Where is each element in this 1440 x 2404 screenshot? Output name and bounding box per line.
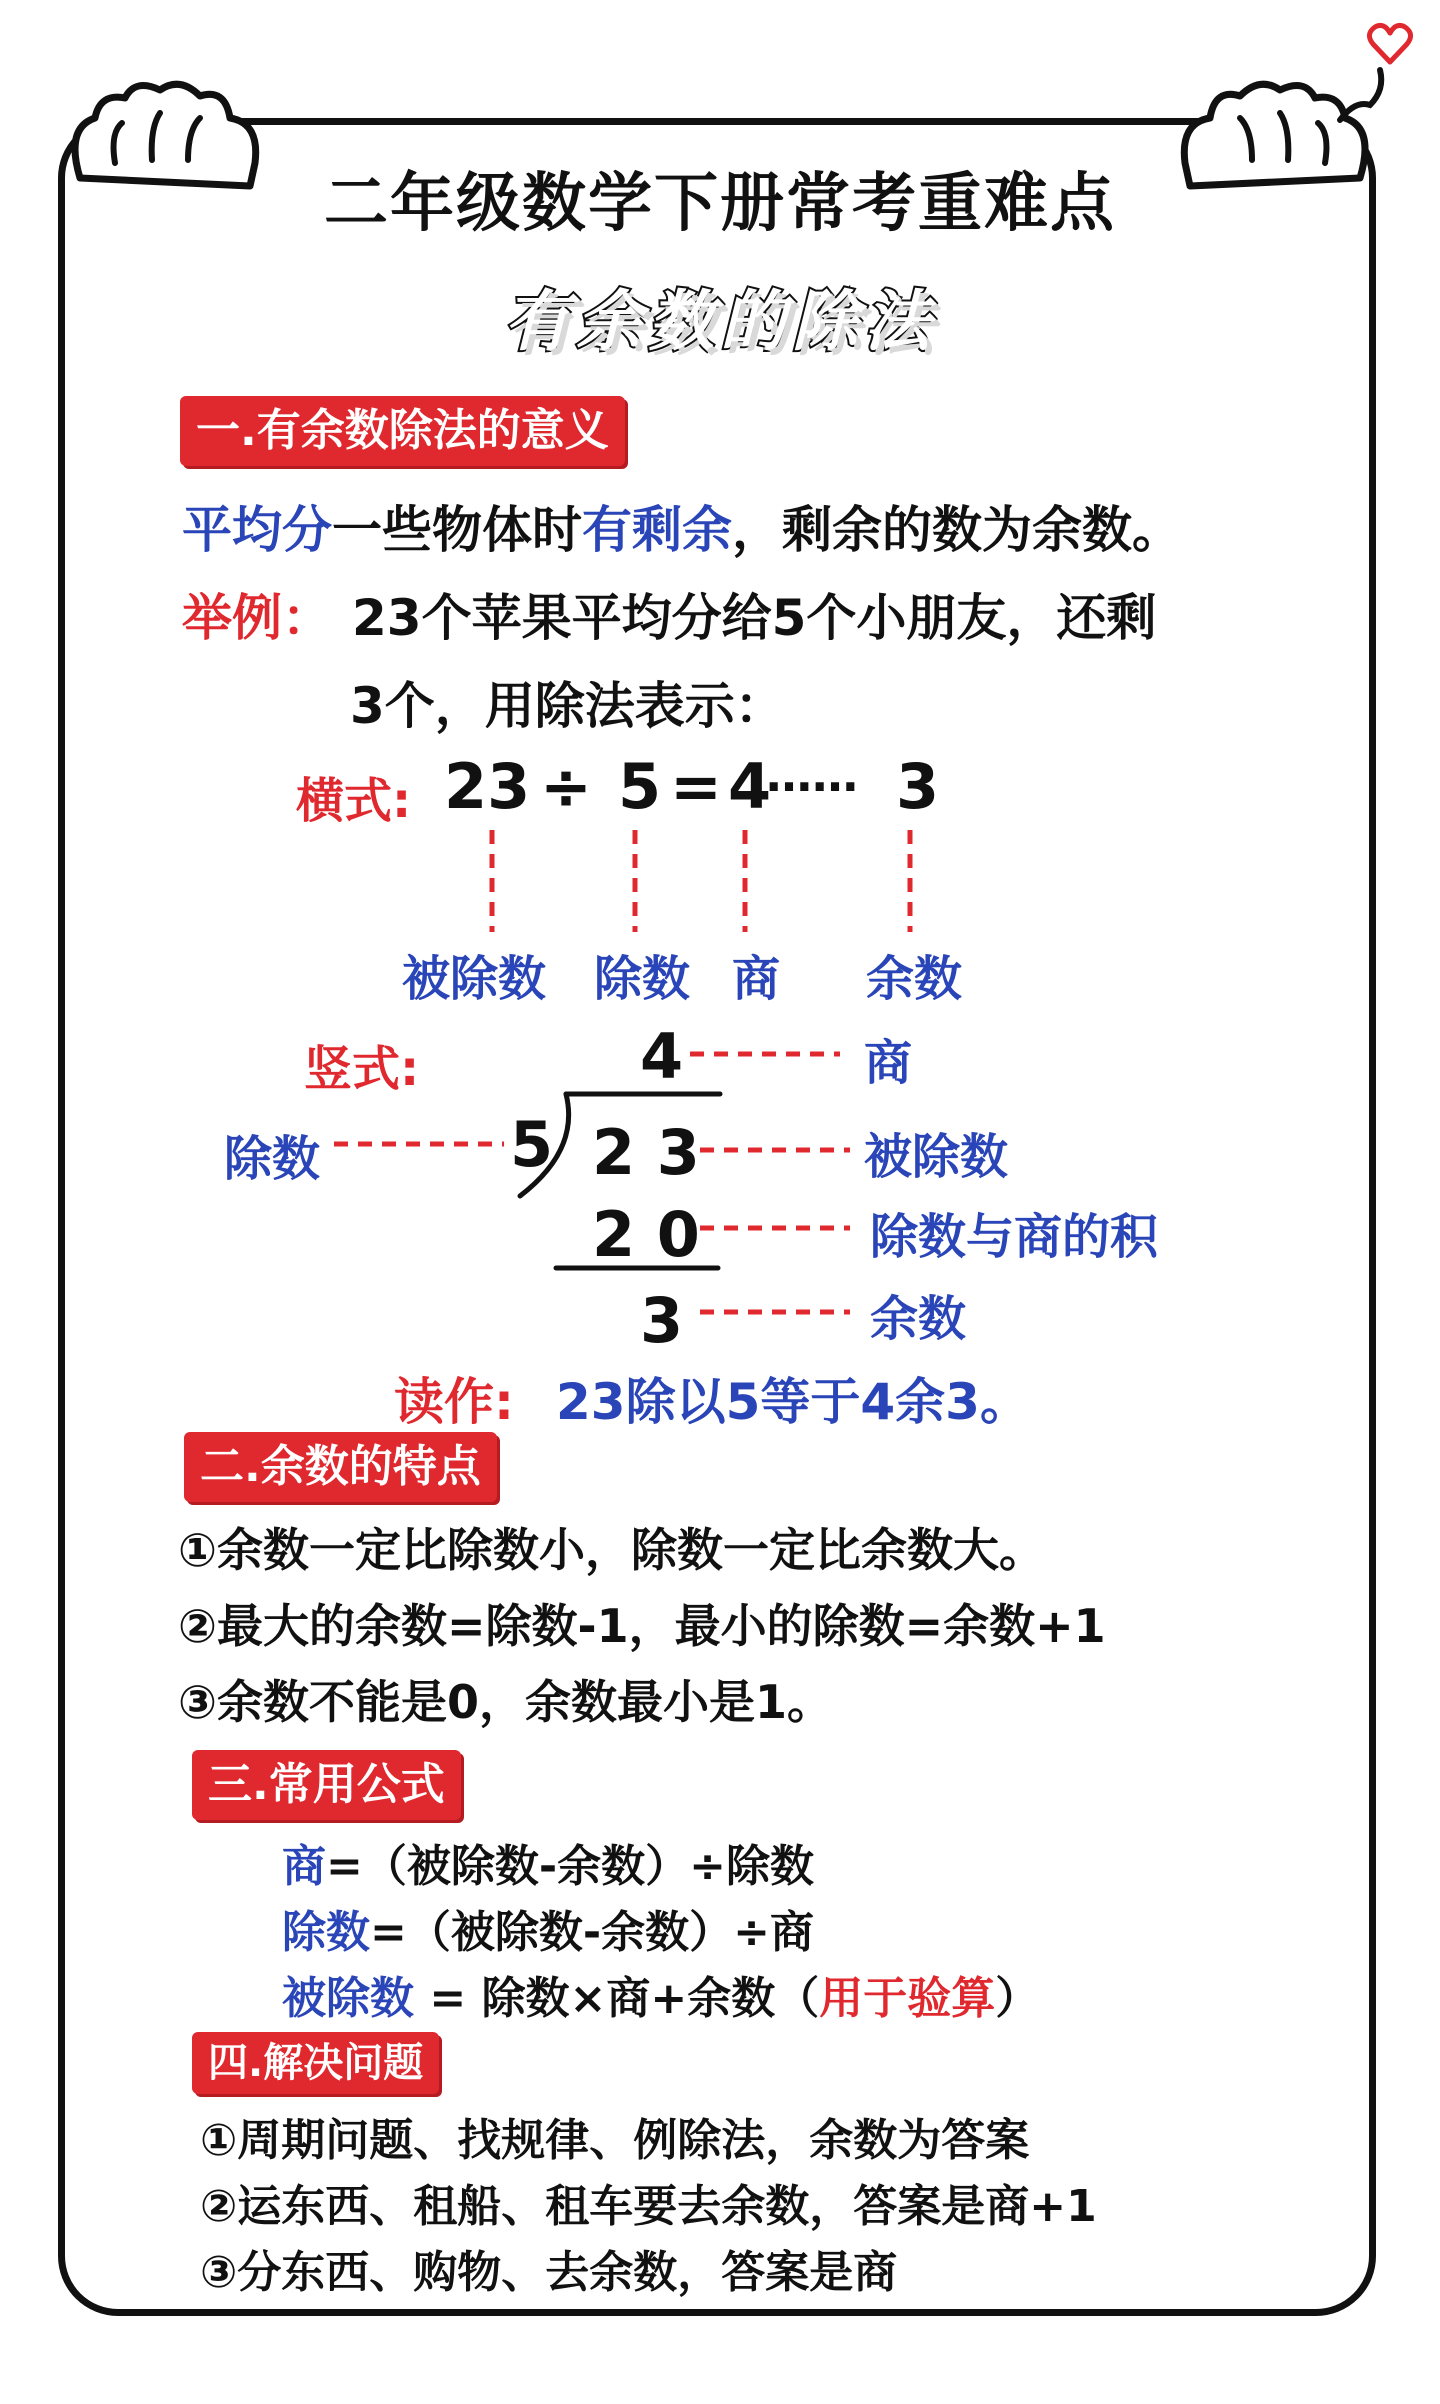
read-text: 23除以5等于4余3。: [556, 1373, 1030, 1431]
h-label-remainder: 余数: [866, 951, 963, 1007]
v-product: 2 0: [592, 1198, 700, 1271]
v-label-product: 除数与商的积: [870, 1209, 1159, 1265]
formula-3-rest: = 除数×商+余数（: [414, 1973, 820, 2024]
section4-heading: 四.解决问题: [192, 2032, 439, 2094]
problem-item-1: ①周期问题、找规律、例除法，余数为答案: [200, 2115, 1030, 2166]
problem-item-3: ③分东西、购物、去余数，答案是商: [200, 2247, 898, 2298]
formula-3-note: 用于验算: [819, 1973, 996, 2024]
section1-heading: 一.有余数除法的意义: [180, 396, 625, 466]
h-divisor: 5: [618, 750, 662, 823]
formula-2: [282, 1896, 814, 1960]
h-dots: ……: [766, 748, 858, 802]
page-title: 二年级数学下册常考重难点: [324, 167, 1116, 241]
page-subtitle: 有余数的除法: [504, 283, 936, 360]
formula-1-key: 商: [282, 1841, 326, 1892]
problem-item-2: ②运东西、租船、租车要去余数，答案是商+1: [200, 2181, 1097, 2232]
formula-1-rest: =（被除数-余数）÷除数: [326, 1841, 814, 1892]
definition-keyword-2: 有剩余: [582, 501, 732, 559]
example-line-2: 3个，用除法表示：: [350, 677, 785, 735]
v-quotient: 4: [640, 1020, 684, 1093]
formula-3-close: ）: [995, 1973, 1040, 2024]
v-dividend: 2 3: [592, 1116, 700, 1189]
section2-heading: 二.余数的特点: [184, 1432, 497, 1502]
section3-heading: 三.常用公式: [192, 1750, 461, 1820]
h-dividend: 23: [444, 750, 531, 823]
example-label: 举例：: [182, 589, 332, 647]
h-label-divisor: 除数: [594, 951, 691, 1007]
formula-2-key: 除数: [282, 1907, 370, 1958]
definition-text-2: ，剩余的数为余数。: [732, 501, 1182, 559]
h-division-sign: ÷: [540, 750, 592, 823]
horizontal-form-label: 横式:: [296, 773, 412, 829]
formula-1: [282, 1830, 814, 1894]
h-quotient: 4: [728, 750, 772, 823]
formula-2-rest: =（被除数-余数）÷商: [370, 1907, 814, 1958]
h-remainder: 3: [896, 750, 940, 823]
formula-3: [282, 1962, 1039, 2026]
h-label-quotient: 商: [732, 951, 781, 1007]
vertical-form-label: 竖式:: [304, 1041, 420, 1097]
v-label-dividend: 被除数: [864, 1129, 1009, 1185]
v-remainder: 3: [640, 1284, 684, 1357]
definition-text-1: 一些物体时: [332, 501, 582, 559]
definition-keyword-1: 平均分: [182, 501, 332, 559]
v-label-remainder: 余数: [870, 1291, 967, 1347]
h-equals: =: [670, 750, 722, 823]
formula-3-key: 被除数: [282, 1973, 414, 2024]
v-label-quotient: 商: [864, 1035, 913, 1091]
feature-item-1: ①余数一定比除数小，除数一定比余数大。: [178, 1523, 1045, 1577]
v-divisor: 5: [510, 1108, 554, 1181]
h-label-dividend: 被除数: [402, 951, 547, 1007]
v-label-divisor: 除数: [224, 1131, 321, 1187]
feature-item-2: ②最大的余数=除数-1，最小的除数=余数+1: [178, 1599, 1106, 1653]
example-line-1: 23个苹果平均分给5个小朋友，还剩: [352, 589, 1157, 647]
feature-item-3: ③余数不能是0，余数最小是1。: [178, 1675, 833, 1729]
read-label: 读作:: [394, 1373, 514, 1431]
